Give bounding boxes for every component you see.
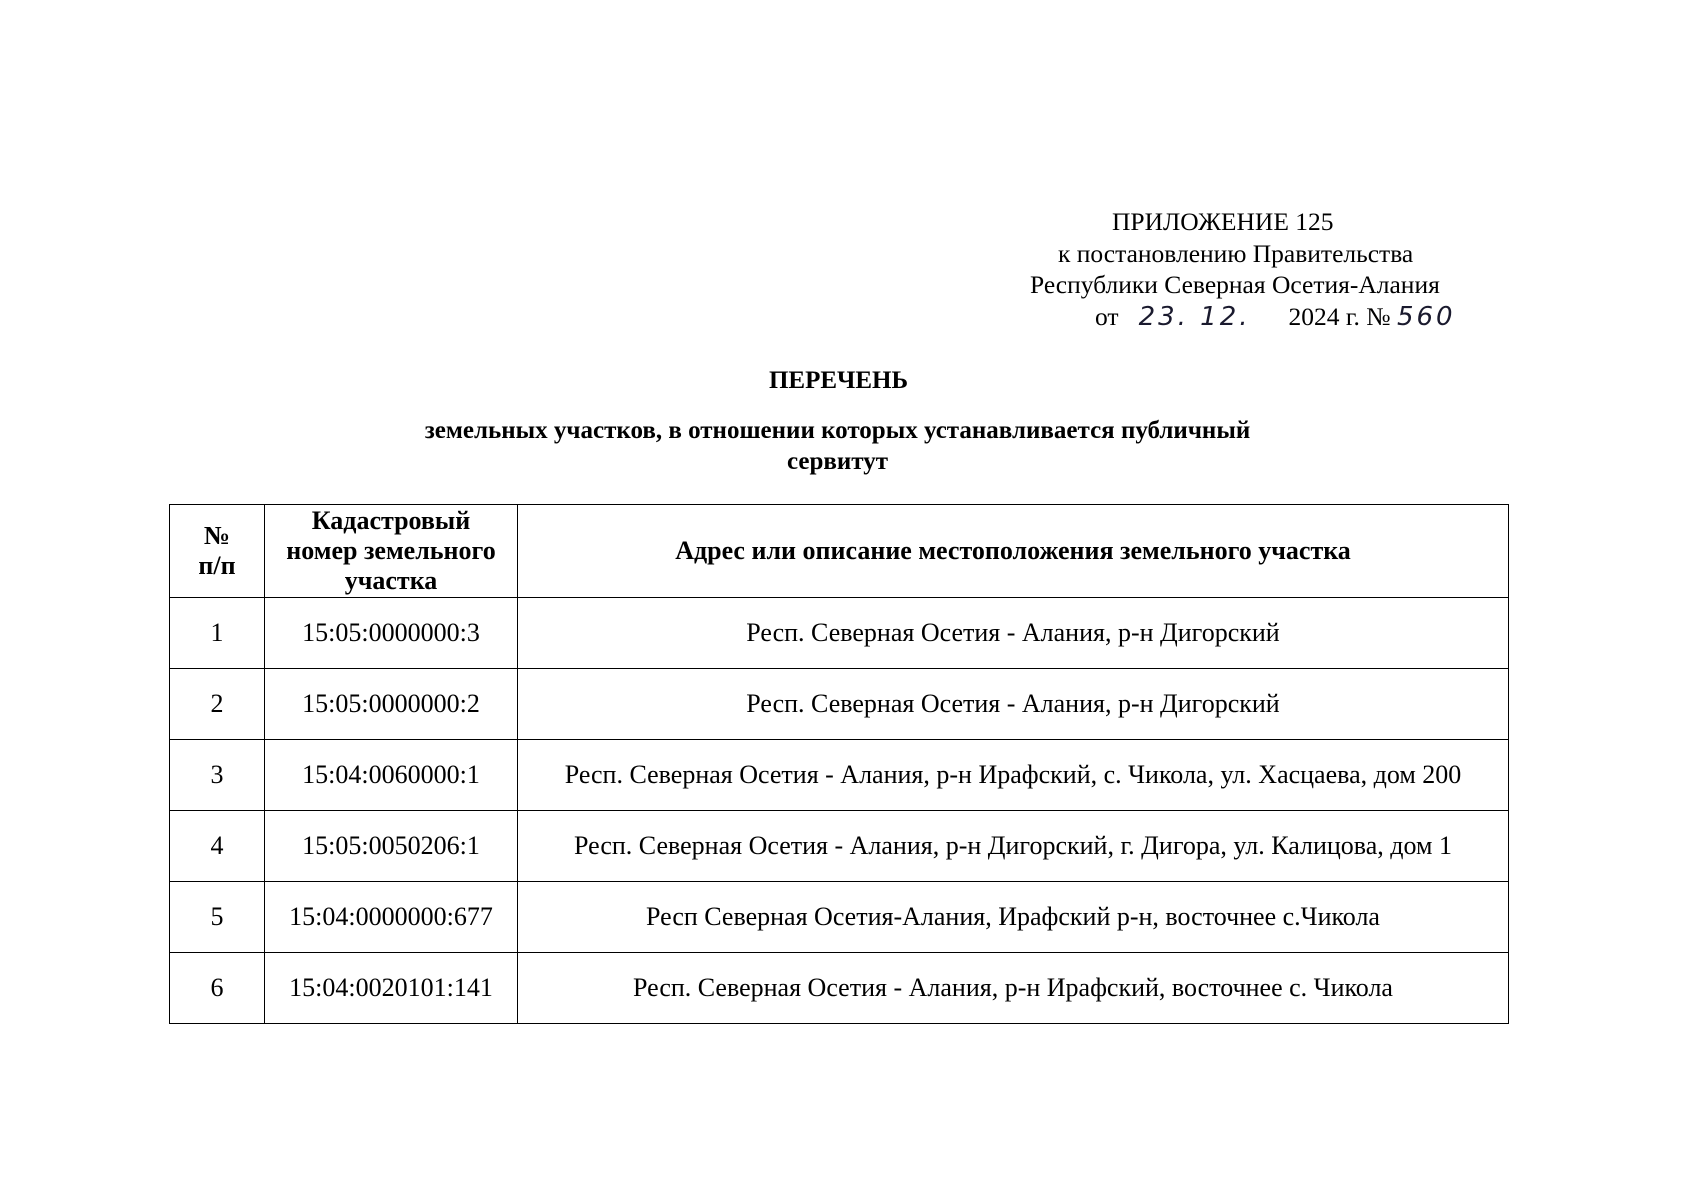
row-address: Респ. Северная Осетия - Алания, р-н Дигорский <box>518 669 1509 740</box>
row-address: Респ. Северная Осетия - Алания, р-н Дигорский, г. Дигора, ул. Калицова, дом 1 <box>518 811 1509 882</box>
row-address: Респ. Северная Осетия - Алания, р-н Ирафский, с. Чикола, ул. Хасцаева, дом 200 <box>518 740 1509 811</box>
table-row <box>170 740 1509 811</box>
handwritten-date: 23. 12. <box>1138 301 1251 332</box>
subtitle-line-2: сервитут <box>786 448 889 475</box>
table-row <box>170 598 1509 669</box>
row-address: Респ. Северная Осетия - Алания, р-н Ирафский, восточнее с. Чикола <box>518 953 1509 1024</box>
table-row <box>170 953 1509 1024</box>
header-cadastral-line-2: номер земельного <box>286 536 496 565</box>
table-row <box>170 669 1509 740</box>
document-subtitle <box>300 415 1375 477</box>
header-number <box>170 505 265 598</box>
row-number: 5 <box>170 882 265 953</box>
header-cadastral-line-1: Кадастровый <box>311 506 471 535</box>
header-cadastral-line-3: участка <box>344 566 438 595</box>
header-cadastral <box>265 505 518 598</box>
appendix-reference: к постановлению Правительства <box>1058 238 1414 268</box>
row-address: Респ. Северная Осетия - Алания, р-н Дигорский <box>518 598 1509 669</box>
appendix-date-line <box>1030 301 1490 334</box>
row-cadastral: 15:04:0000000:677 <box>265 882 518 953</box>
table-header-row <box>170 505 1509 598</box>
row-number: 3 <box>170 740 265 811</box>
row-address: Респ Северная Осетия-Алания, Ирафский р-н, восточнее с.Чикола <box>518 882 1509 953</box>
subtitle-line-1: земельных участков, в отношении которых устанавливается публичный <box>424 417 1251 444</box>
row-cadastral: 15:05:0000000:2 <box>265 669 518 740</box>
row-cadastral: 15:05:0050206:1 <box>265 811 518 882</box>
document-title: ПЕРЕЧЕНЬ <box>768 367 909 394</box>
row-number: 6 <box>170 953 265 1024</box>
appendix-block <box>1030 206 1490 333</box>
row-cadastral: 15:05:0000000:3 <box>265 598 518 669</box>
table-row <box>170 811 1509 882</box>
land-plots-table <box>169 504 1509 1024</box>
appendix-title: ПРИЛОЖЕНИЕ 125 <box>1112 207 1334 236</box>
header-address: Адрес или описание местоположения земельного участка <box>518 505 1509 598</box>
year-text: 2024 г. № <box>1288 301 1391 331</box>
row-number: 4 <box>170 811 265 882</box>
table-row <box>170 882 1509 953</box>
header-number-line-1: № <box>203 521 231 550</box>
header-number-line-2: п/п <box>198 551 236 580</box>
row-cadastral: 15:04:0020101:141 <box>265 953 518 1024</box>
date-prefix: от <box>1095 301 1119 331</box>
appendix-government: Республики Северная Осетия-Алания <box>1030 270 1440 299</box>
row-number: 2 <box>170 669 265 740</box>
row-number: 1 <box>170 598 265 669</box>
row-cadastral: 15:04:0060000:1 <box>265 740 518 811</box>
handwritten-number: 560 <box>1396 301 1456 332</box>
